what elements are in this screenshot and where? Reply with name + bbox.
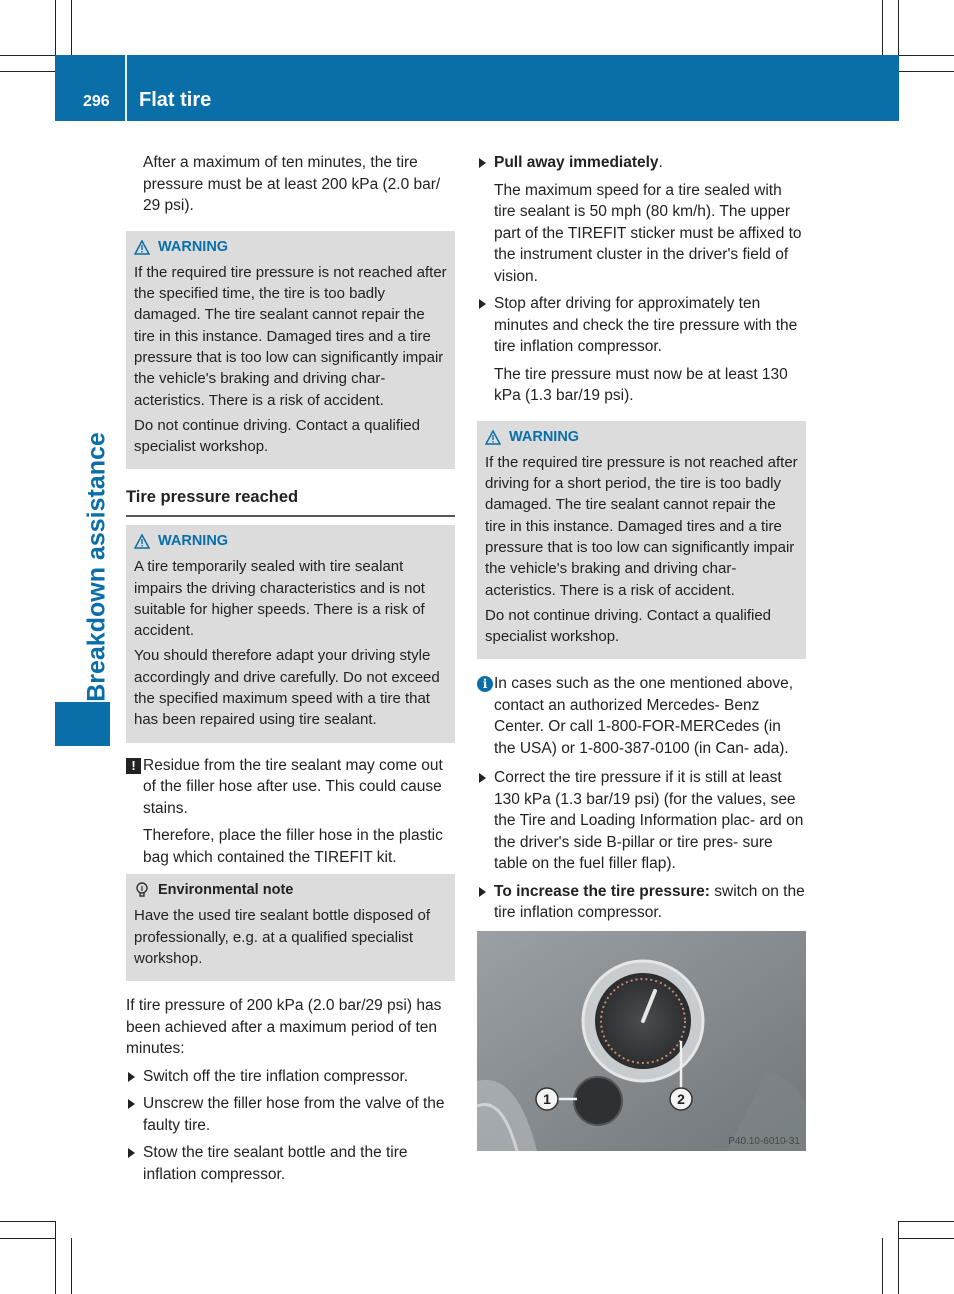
warning-box xyxy=(126,231,455,470)
warning-header xyxy=(485,427,798,448)
exclamation-icon: ! xyxy=(126,758,141,774)
step-detail: The maximum speed for a tire sealed with tire sealant is 50 mph (80 km/h). The upper part of the TIREFIT sticker must be affixed to the instrument cluster in the driver's field of vision. xyxy=(494,181,802,285)
environmental-note-label: Environmental note xyxy=(158,882,294,899)
compressor-illustration xyxy=(477,931,806,1151)
caution-text: Therefore, place the filler hose in the plastic bag which contained the TIREFIT kit. xyxy=(143,827,443,866)
arrow-bullet-icon xyxy=(128,1072,135,1082)
arrow-bullet-icon xyxy=(479,158,486,168)
environmental-note-header xyxy=(134,880,447,901)
intro-text: After a maximum of ten minutes, the tire pressure must be at least 200 kPa (2.0 bar/ 29 psi). xyxy=(143,154,441,214)
arrow-bullet-icon xyxy=(479,887,486,897)
crop-mark xyxy=(71,0,72,55)
crop-mark xyxy=(0,55,55,56)
page-header xyxy=(55,55,899,121)
left-column xyxy=(126,152,455,1191)
crop-mark xyxy=(71,1238,72,1294)
environmental-note-text: Have the used tire sealant bottle disposed of professionally, e.g. at a qualified specialist workshop. xyxy=(134,907,431,968)
arrow-bullet-icon xyxy=(128,1148,135,1158)
step-detail: The tire pressure must now be at least 130 kPa (1.3 bar/19 psi). xyxy=(494,365,788,404)
step-item: Switch off the tire inflation compressor. xyxy=(126,1066,455,1088)
compressor-photo xyxy=(477,931,806,1151)
crop-mark xyxy=(55,0,56,55)
warning-triangle-icon xyxy=(485,430,501,445)
warning-box xyxy=(477,421,806,660)
crop-mark xyxy=(0,1238,55,1239)
callout-2: 2 xyxy=(677,1091,685,1107)
crop-mark xyxy=(882,1238,883,1294)
arrow-bullet-icon xyxy=(479,299,486,309)
right-column xyxy=(477,152,806,930)
warning-box xyxy=(126,525,455,743)
crop-mark xyxy=(882,0,883,55)
info-note xyxy=(477,673,806,759)
warning-label: WARNING xyxy=(158,238,229,255)
warning-text: You should therefore adapt your driving style accordingly and drive carefully. Do not exceed the specified maximum speed with a tire that has been repaired using tire sealant. xyxy=(134,647,440,729)
crop-mark xyxy=(899,55,954,56)
arrow-bullet-icon xyxy=(128,1099,135,1109)
photo-id: P40.10-6010-31 xyxy=(728,1136,800,1147)
warning-text: If the required tire pressure is not reached after the specified time, the tire is too badly damaged. The tire sealant cannot repair the tire in this instance. Damaged tires and a tire pressure that is too low can significantly impair the vehicle's braking and driving char- acteristics. There is a risk of accident. xyxy=(134,263,447,409)
page-number: 296 xyxy=(83,93,110,110)
side-tab-marker xyxy=(55,702,110,746)
step-item: To increase the tire pressure: switch on the tire inflation compressor. xyxy=(477,881,806,924)
step-item: Unscrew the filler hose from the valve of the faulty tire. xyxy=(126,1093,455,1136)
environmental-note-box xyxy=(126,874,455,981)
crop-mark xyxy=(55,1221,56,1294)
callout-1: 1 xyxy=(543,1091,551,1107)
crop-mark xyxy=(899,1221,954,1222)
info-text: In cases such as the one mentioned above, contact an authorized Mercedes- Benz Center. Or call 1-800-FOR-MERCedes (in the USA) or 1-800-387-0100 (in Can- ada). xyxy=(494,675,794,757)
crop-mark xyxy=(899,71,954,72)
crop-mark xyxy=(899,1238,954,1239)
info-icon: i xyxy=(477,676,493,692)
caution-note xyxy=(126,755,455,869)
crop-mark xyxy=(0,71,55,72)
section-title: Flat tire xyxy=(139,89,212,111)
warning-header xyxy=(134,237,447,258)
lightbulb-icon xyxy=(134,882,150,899)
warning-triangle-icon xyxy=(134,240,150,255)
step-item: Stop after driving for approximately ten minutes and check the tire pressure with the tire inflation compressor. xyxy=(477,293,806,358)
warning-text: If the required tire pressure is not reached after driving for a short period, the tire is too badly damaged. The tire sealant cannot repair the tire in this instance. Damaged tires and a tire pressure that is too low can significantly impair the vehicle's braking and driving char- acteristics. There is a risk of accident. xyxy=(485,453,798,599)
crop-mark xyxy=(898,1221,899,1294)
warning-triangle-icon xyxy=(134,534,150,549)
warning-header xyxy=(134,531,447,552)
step-item: Stow the tire sealant bottle and the tire inflation compressor. xyxy=(126,1142,455,1185)
header-divider xyxy=(125,55,127,121)
arrow-bullet-icon xyxy=(479,773,486,783)
step-item: Correct the tire pressure if it is still at least 130 kPa (1.3 bar/19 psi) (for the values, see the Tire and Loading Information plac- ard on the driver's side B-pillar or tire pres- sure table on the fuel filler flap). xyxy=(477,767,806,875)
warning-text: Do not continue driving. Contact a qualified specialist workshop. xyxy=(485,606,772,646)
warning-label: WARNING xyxy=(509,428,580,445)
step-item: Pull away immediately. xyxy=(477,152,806,174)
caution-text: Residue from the tire sealant may come out of the filler hose after use. This could cause stains. xyxy=(143,756,443,817)
subsection-heading: Tire pressure reached xyxy=(126,487,455,517)
warning-text: Do not continue driving. Contact a qualified specialist workshop. xyxy=(134,416,421,456)
warning-label: WARNING xyxy=(158,532,229,549)
crop-mark xyxy=(0,1221,55,1222)
body-paragraph: If tire pressure of 200 kPa (2.0 bar/29 psi) has been achieved after a maximum period of ten minutes: xyxy=(126,997,442,1058)
crop-mark xyxy=(898,0,899,55)
warning-text: A tire temporarily sealed with tire sealant impairs the driving characteristics and is not suitable for higher speeds. There is a risk of accident. xyxy=(134,558,425,640)
